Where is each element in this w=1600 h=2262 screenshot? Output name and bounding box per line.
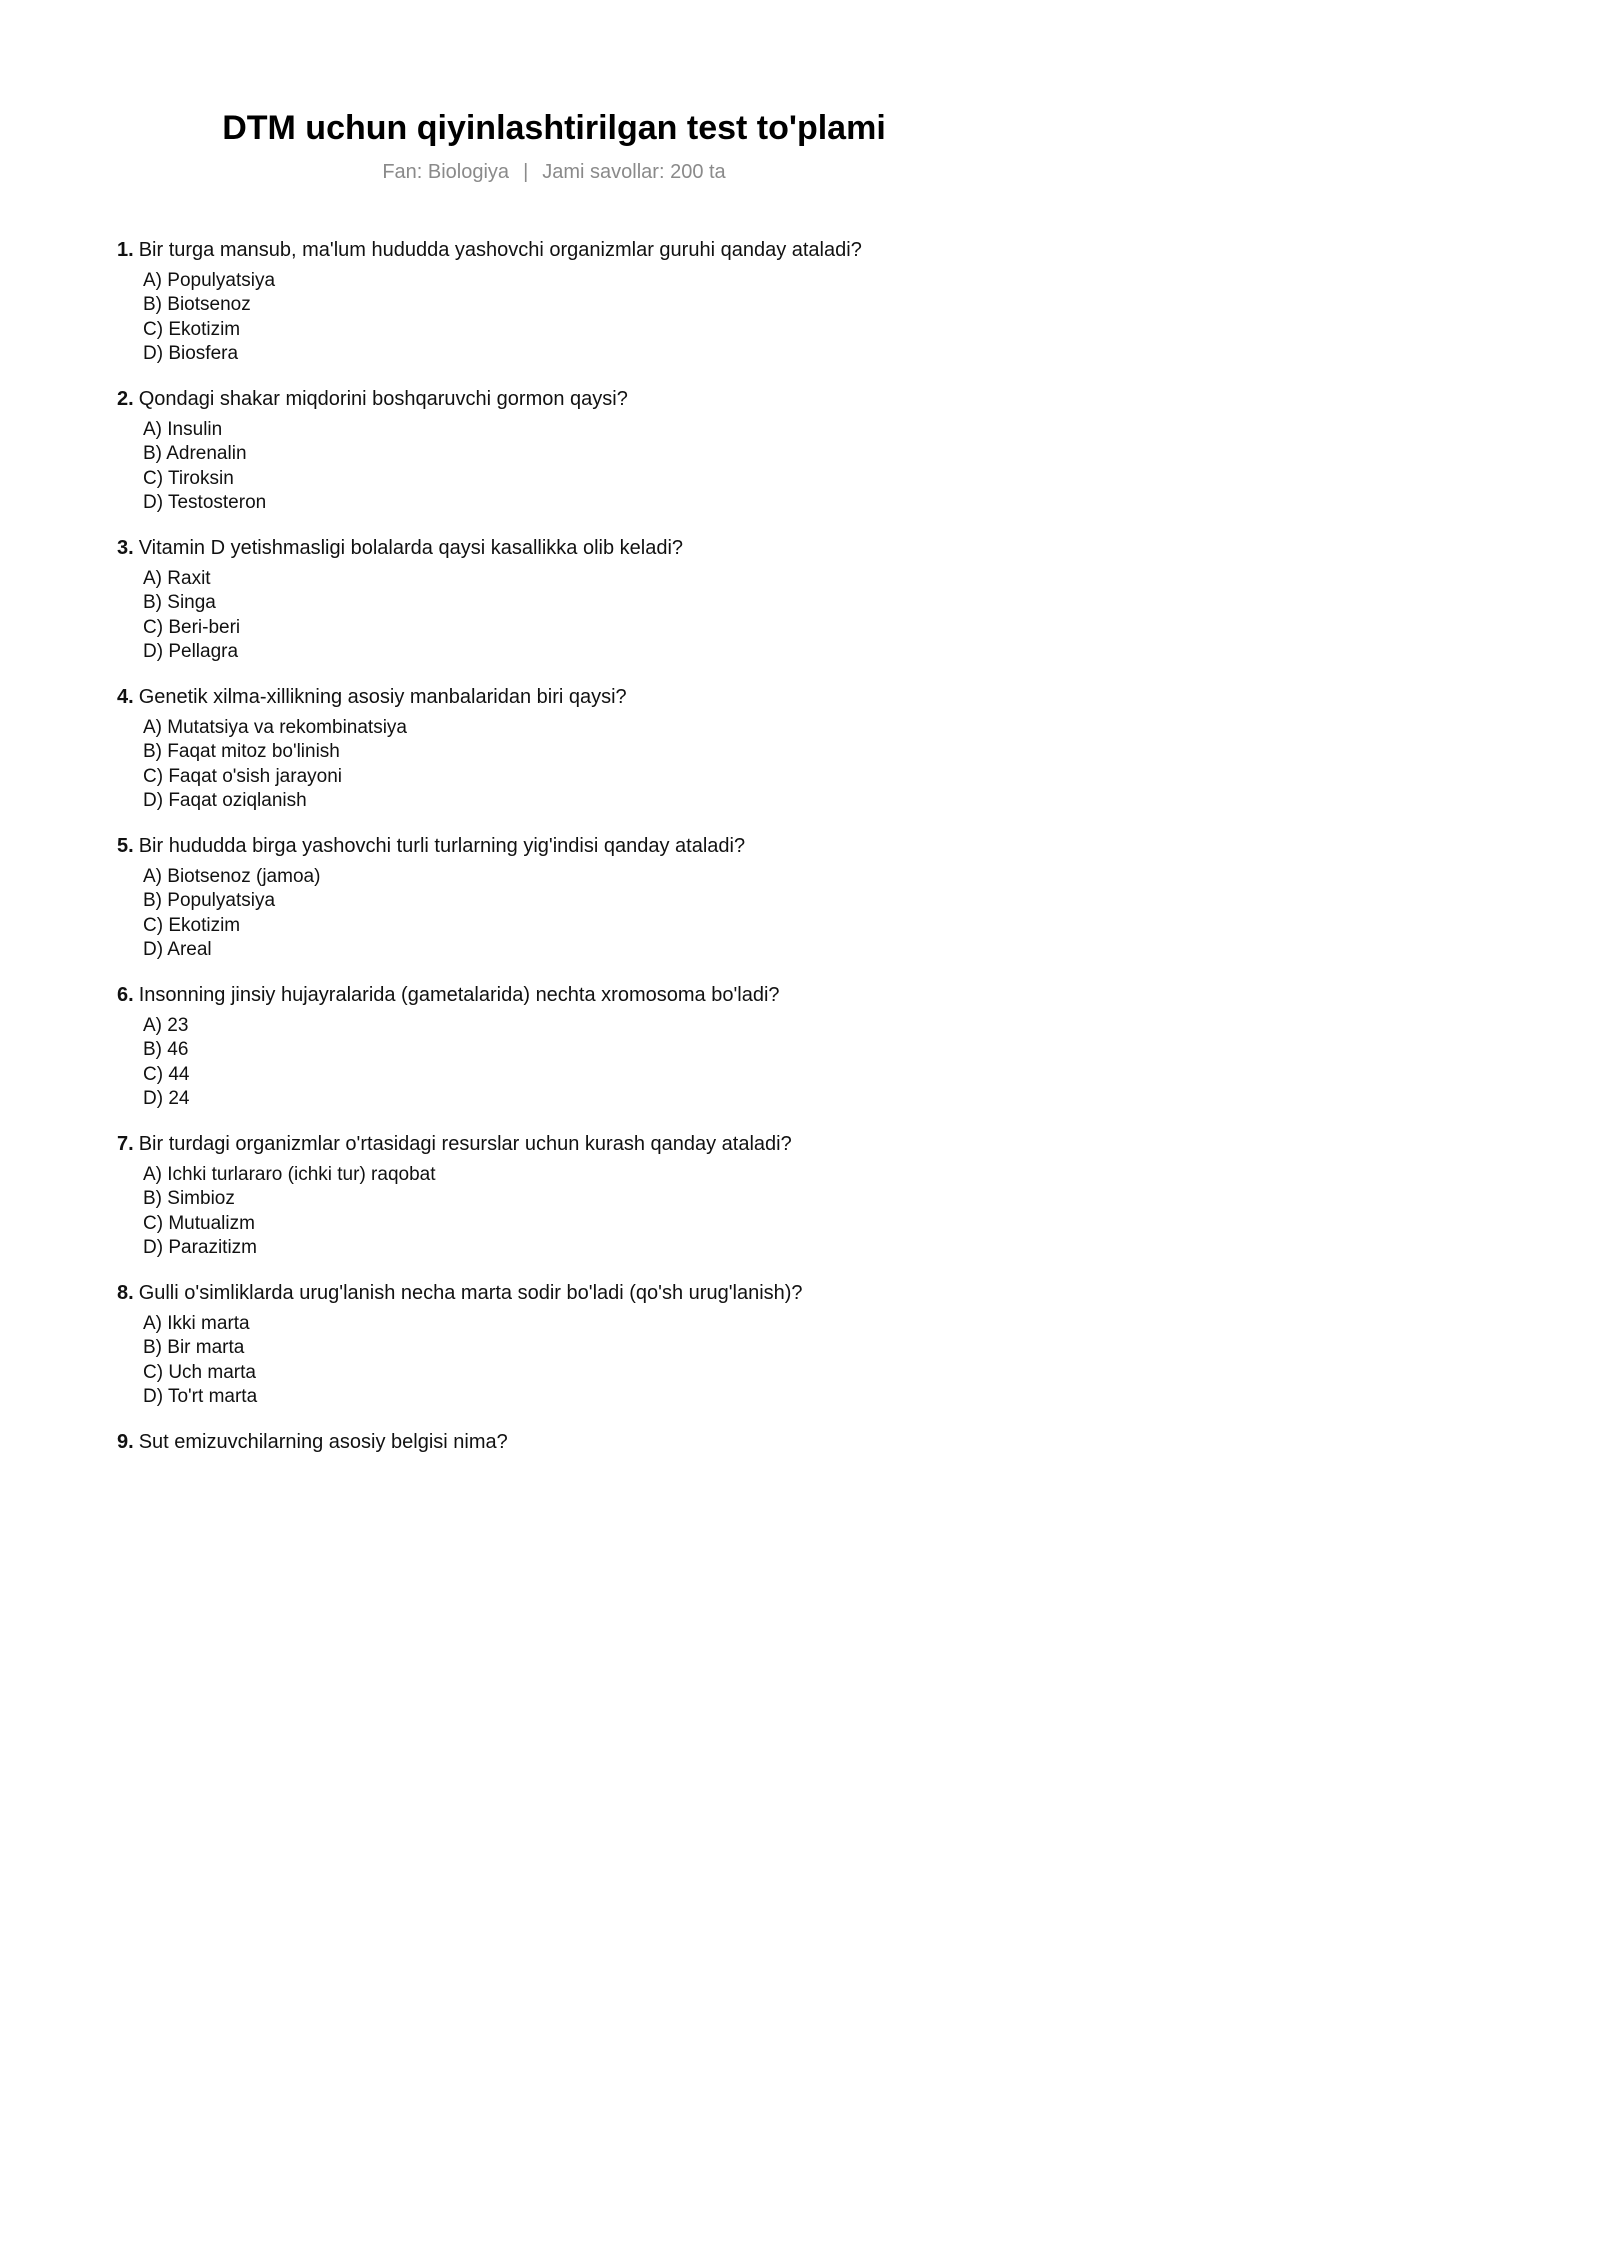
answer-option: A) Insulin xyxy=(143,419,223,440)
answer-option: A) Mutatsiya va rekombinatsiya xyxy=(143,717,407,738)
question-number: 9. xyxy=(117,1431,134,1453)
total-questions-label: Jami savollar: 200 ta xyxy=(542,161,726,183)
question-list xyxy=(117,236,1017,1577)
answer-option: D) Faqat oziqlanish xyxy=(143,789,307,811)
answer-options xyxy=(143,1163,1017,1260)
answer-options xyxy=(143,1312,1017,1409)
answer-option: D) 24 xyxy=(143,1087,190,1109)
question-prompt: Gulli o'simliklarda urug'lanish necha marta sodir bo'ladi (qo'sh urug'lanish)? xyxy=(138,1282,803,1304)
question-text xyxy=(117,1428,1017,1456)
question-text xyxy=(117,981,1017,1009)
answer-options xyxy=(143,1014,1017,1111)
question-text xyxy=(117,1279,1017,1307)
answer-option: B) Faqat mitoz bo'linish xyxy=(143,741,340,763)
question-item xyxy=(117,683,1017,832)
question-text xyxy=(117,236,1017,264)
answer-option: B) Bir marta xyxy=(143,1337,245,1359)
answer-option: B) Biotsenoz xyxy=(143,294,251,316)
answer-option: A) Raxit xyxy=(143,568,211,589)
answer-option: C) Tiroksin xyxy=(143,467,234,489)
question-number: 3. xyxy=(117,537,134,559)
question-prompt: Qondagi shakar miqdorini boshqaruvchi gormon qaysi? xyxy=(138,388,628,410)
answer-option: B) 46 xyxy=(143,1039,189,1061)
meta-separator: | xyxy=(523,161,529,183)
question-number: 2. xyxy=(117,388,134,410)
question-item xyxy=(117,385,1017,534)
answer-option: A) Ikki marta xyxy=(143,1313,250,1334)
question-prompt: Bir turdagi organizmlar o'rtasidagi resurslar uchun kurash qanday ataladi? xyxy=(138,1133,792,1155)
document-page xyxy=(0,0,1100,1556)
question-item xyxy=(117,1428,1017,1577)
answer-option: C) Uch marta xyxy=(143,1361,256,1383)
answer-option: A) Biotsenoz (jamoa) xyxy=(143,866,321,887)
answer-option: B) Populyatsiya xyxy=(143,890,276,912)
question-number: 8. xyxy=(117,1282,134,1304)
question-number: 4. xyxy=(117,686,134,708)
answer-option: C) Ekotizim xyxy=(143,914,241,936)
question-prompt: Bir hududda birga yashovchi turli turlarning yig'indisi qanday ataladi? xyxy=(138,835,746,857)
question-text xyxy=(117,832,1017,860)
answer-option: B) Singa xyxy=(143,592,216,614)
answer-option: C) 44 xyxy=(143,1063,190,1085)
question-number: 1. xyxy=(117,239,134,261)
answer-options xyxy=(143,716,1017,813)
question-prompt: Insonning jinsiy hujayralarida (gametalarida) nechta xromosoma bo'ladi? xyxy=(138,984,780,1006)
answer-option: D) Biosfera xyxy=(143,342,239,364)
answer-option: A) Populyatsiya xyxy=(143,270,276,291)
answer-option: A) Ichki turlararo (ichki tur) raqobat xyxy=(143,1164,436,1185)
question-prompt: Sut emizuvchilarning asosiy belgisi nima? xyxy=(138,1431,508,1453)
document-title: DTM uchun qiyinlashtirilgan test to'plami xyxy=(222,109,886,147)
answer-option: D) Testosteron xyxy=(143,491,267,513)
question-text xyxy=(117,385,1017,413)
answer-options xyxy=(143,269,1017,366)
question-item xyxy=(117,832,1017,981)
question-prompt: Bir turga mansub, ma'lum hududda yashovchi organizmlar guruhi qanday ataladi? xyxy=(138,239,862,261)
answer-option: D) To'rt marta xyxy=(143,1385,258,1407)
answer-option: A) 23 xyxy=(143,1015,189,1036)
question-number: 6. xyxy=(117,984,134,1006)
answer-option: D) Parazitizm xyxy=(143,1236,258,1258)
question-number: 7. xyxy=(117,1133,134,1155)
subject-label: Fan: Biologiya xyxy=(382,161,510,183)
answer-option: B) Adrenalin xyxy=(143,443,247,465)
question-item xyxy=(117,1130,1017,1279)
answer-option: C) Ekotizim xyxy=(143,318,241,340)
answer-options xyxy=(143,567,1017,664)
question-text xyxy=(117,1130,1017,1158)
question-text xyxy=(117,534,1017,562)
question-item xyxy=(117,1279,1017,1428)
question-text xyxy=(117,683,1017,711)
document-meta xyxy=(0,159,1108,185)
question-item xyxy=(117,981,1017,1130)
question-item xyxy=(117,534,1017,683)
answer-option: C) Mutualizm xyxy=(143,1212,255,1234)
question-item xyxy=(117,236,1017,385)
question-number: 5. xyxy=(117,835,134,857)
answer-option: B) Simbioz xyxy=(143,1188,235,1210)
answer-option: D) Areal xyxy=(143,938,212,960)
question-prompt: Genetik xilma-xillikning asosiy manbalaridan biri qaysi? xyxy=(138,686,627,708)
answer-option: C) Beri-beri xyxy=(143,616,241,638)
question-prompt: Vitamin D yetishmasligi bolalarda qaysi kasallikka olib keladi? xyxy=(138,537,684,559)
answer-option: D) Pellagra xyxy=(143,640,239,662)
answer-options xyxy=(143,418,1017,515)
answer-options xyxy=(143,865,1017,962)
answer-option: C) Faqat o'sish jarayoni xyxy=(143,765,342,787)
